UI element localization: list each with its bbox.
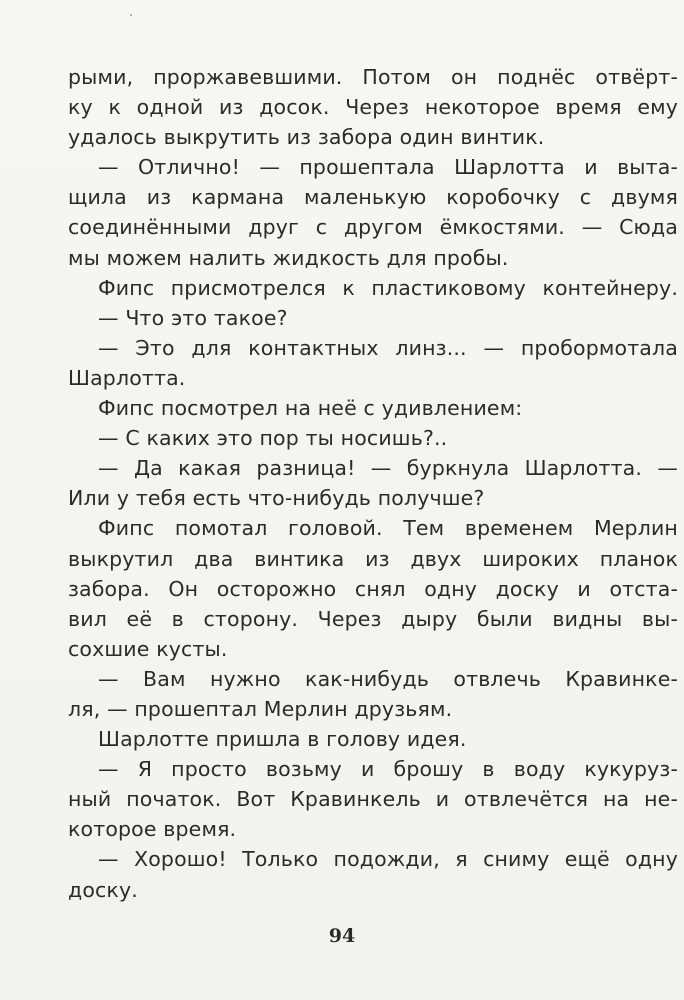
text-line: — Вам нужно как-нибудь отвлечь Кравинке- [98,666,678,691]
paper-speck [130,14,132,16]
page-number: 94 [328,925,356,947]
text-line: ный початок. Вот Кравинкель и отвлечётся на не- [68,787,678,812]
text-line: ку к одной из досок. Через некоторое время ему [68,95,678,120]
text-line: — Что это такое? [98,305,288,330]
text-line: щила из кармана маленькую коробочку с двумя [68,185,678,210]
text-line: — Я просто возьму и брошу в воду кукуруз- [98,757,678,782]
text-line: Или у тебя есть что-нибудь получше? [68,486,485,511]
text-line: которое время. [68,817,237,842]
text-line: — Да какая разница! — буркнула Шарлотта. — [98,456,678,481]
body-text [68,62,680,905]
text-line: доску. [68,877,138,902]
text-line: Фипс помотал головой. Тем временем Мерлин [98,516,678,541]
text-line: сохшие кусты. [68,636,228,661]
text-line: Фипс присмотрелся к пластиковому контейнеру. [98,275,678,300]
text-line: — Это для контактных линз... — пробормотала [98,335,678,360]
text-line: Шарлотта. [68,365,186,390]
text-line: Фипс посмотрел на неё с удивлением: [98,396,523,421]
text-line: рыми, проржавевшими. Потом он поднёс отвёрт- [68,65,678,89]
text-line: мы можем налить жидкость для пробы. [68,245,509,270]
text-line: — С каких это пор ты носишь?.. [98,426,448,451]
text-line: — Хорошо! Только подожди, я сниму ещё одну [98,847,678,872]
text-line: ля, — прошептал Мерлин друзьям. [68,696,453,721]
text-line: соединёнными друг с другом ёмкостями. — Сюда [68,215,678,240]
text-line: — Отлично! — прошептала Шарлотта и выта- [98,155,678,180]
text-line: выкрутил два винтика из двух широких планок [68,546,678,571]
text-line: вил её в сторону. Через дыру были видны вы- [68,606,678,631]
text-line: удалось выкрутить из забора один винтик. [68,125,545,150]
text-line: забора. Он осторожно снял одну доску и отста- [68,576,678,601]
text-line: Шарлотте пришла в голову идея. [98,727,467,752]
